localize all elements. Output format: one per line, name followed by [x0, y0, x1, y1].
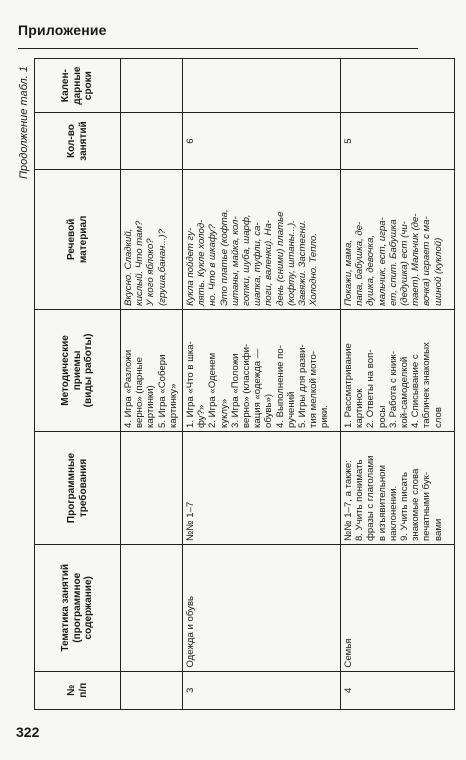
cell-text-line: шиной (куклой) [432, 237, 444, 306]
cell-text-line: картинку» [167, 383, 179, 428]
row-topic: Семья [341, 545, 455, 672]
cell-text-line: фразы с глаголами [365, 455, 377, 541]
cell-text-line: 8. Учить понимать [354, 459, 366, 541]
cell-text-line: в изъявительном [376, 464, 388, 541]
cell-text-line: Это платье (кофта, [218, 209, 230, 306]
row-requirements [341, 431, 455, 544]
row-requirements [121, 431, 183, 544]
cell-text-line: Завяжи. Застегни. [297, 220, 309, 306]
cell-text-line: 5. Игры для разви- [297, 344, 309, 428]
cell-text-line: слов [432, 407, 444, 428]
cell-text-line: 3. Игра «Положи [229, 353, 241, 428]
cell-text-line: мальчик, ест, игра- [376, 217, 388, 306]
row-lesson-count: 5 [341, 113, 455, 170]
row-lesson-count: 6 [183, 113, 341, 170]
cell-text-line: тия мелкой мото- [308, 350, 320, 428]
row-topic [121, 545, 183, 672]
cell-text-line: Холодно. Тепло. [308, 233, 320, 306]
cell-text-line: 5. Игра «Собери [156, 354, 168, 428]
cell-text-line: 1. Рассматривание [343, 343, 354, 428]
cell-text-line: 2. Ответы на воп- [365, 349, 377, 428]
cell-text-line: 1. Игра «Что в шка- [185, 341, 196, 428]
cell-text-line: 4. Игра «Разложи [123, 349, 134, 428]
running-header-title: Приложение [18, 22, 107, 38]
cell-text-line: поги, валенки). На- [263, 220, 275, 306]
cell-text-line: знакомые слова [410, 468, 422, 541]
row-speech-material [121, 169, 183, 309]
cell-text-line: №№ 1–7 [185, 501, 196, 541]
cell-text-line: ручений [285, 391, 297, 428]
cell-text-line: печатными бук- [421, 471, 433, 541]
cell-text-line: картинок [354, 388, 366, 428]
row-methods [341, 309, 455, 431]
cell-text-line: Вкусно. Сладкий, [123, 228, 134, 306]
cell-text-line: росы [376, 405, 388, 428]
row-calendar-dates [121, 59, 183, 113]
cell-text-line: Тематика занятий [60, 563, 72, 652]
cell-text-line: 4. Выполнение по- [274, 345, 286, 428]
header-rule [18, 48, 418, 49]
cell-text-line: требования [77, 458, 89, 518]
cell-text-line: день (сними) платье [274, 211, 286, 306]
table-header-row [35, 59, 121, 710]
cell-text-line: Кален- [60, 69, 72, 103]
cell-text-line: (дедушка) ест (чи- [399, 221, 411, 306]
cell-text-line: 2. Игра «Оденем [207, 352, 219, 428]
cell-text-line: папа, бабушка, де- [354, 221, 366, 306]
cell-text-line: (программное [71, 572, 83, 643]
cell-text-line: материал [77, 215, 89, 264]
cell-text-line: кация «одежда — [252, 348, 264, 428]
cell-text-line: Кол-во [66, 124, 77, 158]
cell-text-line: но. Что в шкафу? [207, 224, 219, 306]
cell-text-line: табличек знакомых [421, 342, 433, 428]
cell-text-line: У кого яблоко? [145, 238, 157, 306]
cell-text-line: №№ 1–7, а также: [343, 460, 354, 541]
cell-text-line: куклу» [218, 398, 230, 428]
row-methods [183, 309, 341, 431]
column-header-topic [35, 545, 121, 672]
row-lesson-count [121, 113, 183, 170]
cell-text-line: верно» (парные [134, 357, 146, 428]
cell-text-line: наклонении. [387, 485, 399, 541]
cell-text-line: вами [432, 518, 444, 541]
page-number: 322 [16, 724, 40, 740]
cell-text-line: Методические [60, 335, 72, 406]
cell-text-line: ет, спит. Бабушка [387, 219, 399, 306]
column-header-requirements [35, 431, 121, 544]
cell-text-line: занятий [77, 121, 89, 161]
cell-text-line: (виды работы) [83, 333, 95, 408]
cell-text-line: п/п [77, 682, 89, 698]
row-methods [121, 309, 183, 431]
cell-text-line: 9. Учить писать [399, 471, 411, 541]
cell-text-line: шапка, туфли, са- [252, 222, 264, 306]
table-caption: Продолжение табл. 1 [18, 66, 30, 179]
row-number: 4 [341, 671, 455, 709]
table-row [121, 59, 183, 710]
cell-text-line: тает). Мальчик (де- [410, 213, 422, 306]
cell-text-line: картинки) [145, 385, 157, 428]
cell-text-line: кислый. Что там? [134, 220, 146, 306]
cell-text-line: штаны, майка, кол- [229, 216, 241, 306]
column-header-number [35, 671, 121, 709]
cell-text-line: сроки [83, 71, 95, 101]
curriculum-table [34, 58, 455, 710]
cell-text-line: кой-самоделкой [399, 356, 411, 428]
row-requirements [183, 431, 341, 544]
cell-text-line: 4. Списывание с [410, 354, 422, 428]
row-number: 3 [183, 671, 341, 709]
cell-text-line: приемы [71, 350, 83, 391]
row-topic: Одежда и обувь [183, 545, 341, 672]
cell-text-line: (груша,банан...)? [156, 229, 168, 306]
cell-text-line: Речевой [66, 218, 77, 261]
table-rotated-frame [16, 58, 456, 710]
cell-text-line: обувь») [263, 393, 275, 428]
rotated-table-area [16, 58, 456, 710]
row-number [121, 671, 183, 709]
cell-text-line: Программные [66, 452, 77, 524]
row-calendar-dates [183, 59, 341, 113]
row-speech-material [183, 169, 341, 309]
row-speech-material [341, 169, 455, 309]
cell-text-line: (кофту, штаны...). [285, 220, 297, 306]
row-calendar-dates [341, 59, 455, 113]
column-header-calendar-dates [35, 59, 121, 113]
cell-text-line: Кукла пойдет гу- [185, 227, 196, 306]
cell-text-line: душка, девочка, [365, 234, 377, 306]
column-header-lesson-count [35, 113, 121, 170]
cell-text-line: вочка) играет с ма- [421, 216, 433, 306]
column-header-methods [35, 309, 121, 431]
column-header-speech-material [35, 169, 121, 309]
cell-text-line: 3. Работа с книж- [387, 351, 399, 428]
cell-text-line: дарные [71, 66, 83, 105]
cell-text-line: верно» (классифи- [241, 343, 253, 428]
table-row [183, 59, 341, 710]
cell-text-line: фу?» [196, 404, 208, 428]
cell-text-line: лять. Кукле холод- [196, 219, 208, 306]
cell-text-line: № [66, 684, 77, 696]
cell-text-line: Покажи, мама, [343, 240, 354, 306]
table-row [341, 59, 455, 710]
cell-text-line: рики. [319, 405, 331, 428]
cell-text-line: содержание) [83, 576, 95, 640]
cell-text-line: готки, шуба, шарф, [241, 214, 253, 306]
